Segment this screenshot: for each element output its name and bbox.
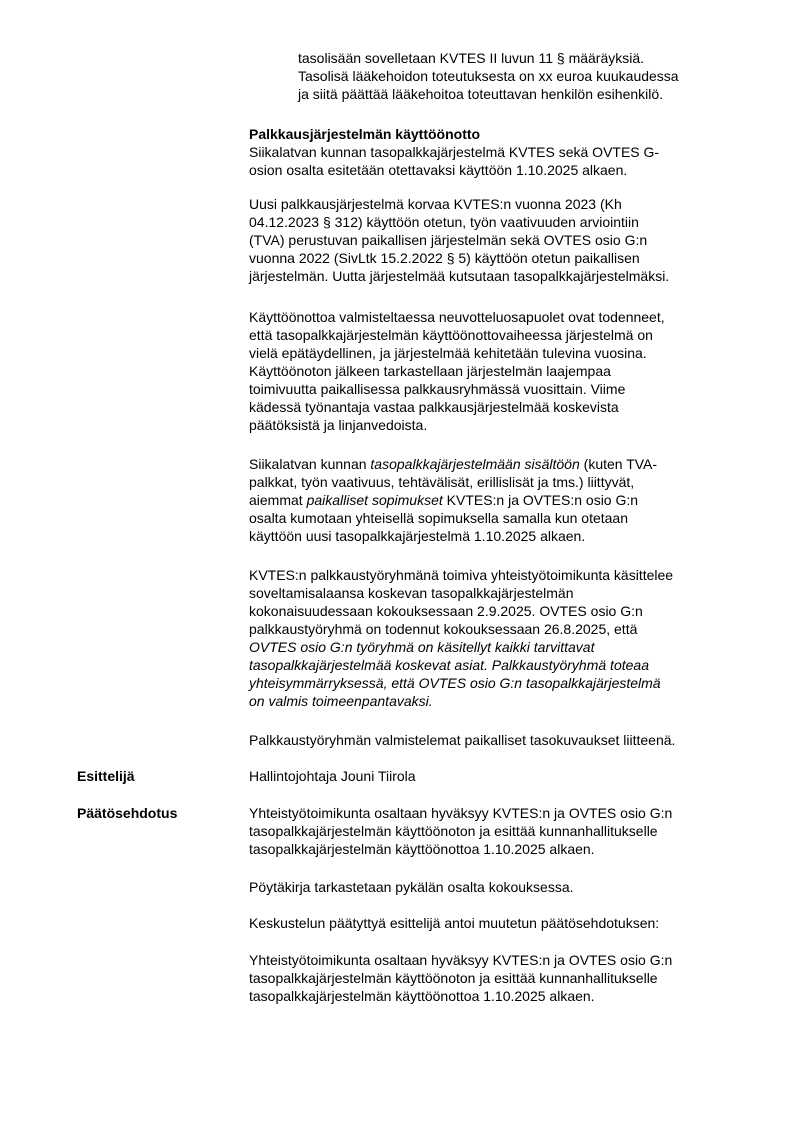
- italic-line: on valmis toimeenpantavaksi.: [249, 693, 433, 709]
- text-line: päätöksistä ja linjanvedoista.: [249, 417, 428, 433]
- changed-proposal-note: Keskustelun päätyttyä esittelijä antoi muutetun päätösehdotuksen:: [249, 915, 660, 931]
- text-line: Käyttöönottoa valmisteltaessa neuvotteluosapuolet ovat todenneet,: [249, 309, 665, 325]
- text-line: Yhteistyötoimikunta osaltaan hyväksyy KVTES:n ja OVTES osio G:n: [249, 952, 673, 968]
- text-line: vuonna 2022 (SivLtk 15.2.2022 § 5) käyttöön otetun paikallisen: [249, 250, 640, 266]
- paragraph-1: [249, 143, 749, 179]
- text-segment: Siikalatvan kunnan: [249, 456, 371, 472]
- text-line: Käyttöönoton jälkeen tarkastellaan järjestelmän laajempaa: [249, 363, 611, 379]
- text-line: (TVA) perustuvan paikallisen järjestelmän sekä OVTES osio G:n: [249, 232, 648, 248]
- italic-segment: tasopalkkajärjestelmään sisältöön: [370, 456, 580, 472]
- presenter-value: Hallintojohtaja Jouni Tiirola: [249, 768, 416, 784]
- text-line: KVTES:n palkkaustyöryhmänä toimiva yhteistyötoimikunta käsittelee: [249, 567, 674, 583]
- text-line: 04.12.2023 § 312) käyttöön otetun, työn vaativuuden arviointiin: [249, 214, 639, 230]
- review-note: Pöytäkirja tarkastetaan pykälän osalta kokouksessa.: [249, 879, 574, 895]
- section-heading: Palkkausjärjestelmän käyttöönotto: [249, 126, 481, 142]
- paragraph-4: [249, 455, 749, 545]
- text-line: osalta kumotaan yhteisellä sopimuksella samalla kun otetaan: [249, 510, 628, 526]
- italic-segment: paikalliset sopimukset: [306, 492, 443, 508]
- paragraph-5: [249, 566, 749, 710]
- text-segment: aiemmat: [249, 492, 307, 508]
- text-line: osion osalta esitetään otettavaksi käyttöön 1.10.2025 alkaen.: [249, 162, 628, 178]
- text-line: tasopalkkajärjestelmän käyttöönottoa 1.10.2025 alkaen.: [249, 988, 595, 1004]
- text-line: palkkaustyöryhmä on todennut kokouksessaan 26.8.2025, että: [249, 621, 638, 637]
- text-segment: KVTES:n ja OVTES:n osio G:n: [442, 492, 639, 508]
- text-line: Uusi palkkausjärjestelmä korvaa KVTES:n vuonna 2023 (Kh: [249, 196, 622, 212]
- text-line: Palkkaustyöryhmän valmistelemat paikalliset tasokuvaukset liitteenä.: [249, 732, 676, 748]
- intro-paragraph: [298, 49, 679, 103]
- paragraph-2: [249, 195, 749, 285]
- italic-line: OVTES osio G:n työryhmä on käsitellyt kaikki tarvittavat: [249, 639, 595, 655]
- paragraph-3: [249, 308, 749, 434]
- text-line: toimivuutta paikallisessa palkkausryhmässä vuosittain. Viime: [249, 381, 626, 397]
- text-line: tasolisään sovelletaan KVTES II luvun 11 § määräyksiä.: [298, 50, 645, 66]
- proposal-text: [249, 804, 749, 858]
- text-line: että tasopalkkajärjestelmän käyttöönottovaiheessa järjestelmä on: [249, 327, 653, 343]
- text-line: ja siitä päättää lääkehoitoa toteuttavan henkilön esihenkilö.: [298, 86, 664, 102]
- text-line: kädessä työnantaja vastaa palkkausjärjestelmää koskevista: [249, 399, 619, 415]
- text-line: kokonaisuudessaan kokouksessaan 2.9.2025. OVTES osio G:n: [249, 603, 643, 619]
- text-line: [249, 491, 749, 509]
- italic-line: tasopalkkajärjestelmää koskevat asiat. Palkkaustyöryhmä toteaa: [249, 657, 649, 673]
- final-decision: [249, 951, 749, 1005]
- text-line: järjestelmän. Uutta järjestelmää kutsutaan tasopalkkajärjestelmäksi.: [249, 268, 670, 284]
- text-line: Tasolisä lääkehoidon toteutuksesta on xx euroa kuukaudessa: [298, 68, 679, 84]
- text-segment: (kuten TVA-: [579, 456, 658, 472]
- text-line: Siikalatvan kunnan tasopalkkajärjestelmä KVTES sekä OVTES G-: [249, 144, 660, 160]
- text-line: tasopalkkajärjestelmän käyttöönoton ja esittää kunnanhallitukselle: [249, 970, 658, 986]
- presenter-label: Esittelijä: [77, 768, 135, 784]
- paragraph-6: [249, 731, 749, 749]
- text-line: palkkat, työn vaativuus, tehtävälisät, erillislisät ja tms.) liittyvät,: [249, 474, 635, 490]
- italic-line: yhteisymmärryksessä, että OVTES osio G:n tasopalkkajärjestelmä: [249, 675, 661, 691]
- proposal-label: Päätösehdotus: [77, 805, 178, 821]
- text-line: vielä epätäydellinen, ja järjestelmää kehitetään tulevina vuosina.: [249, 345, 647, 361]
- text-line: soveltamisalaansa koskevan tasopalkkajärjestelmän: [249, 585, 574, 601]
- text-line: Yhteistyötoimikunta osaltaan hyväksyy KVTES:n ja OVTES osio G:n: [249, 805, 673, 821]
- text-line: tasopalkkajärjestelmän käyttöönottoa 1.10.2025 alkaen.: [249, 841, 595, 857]
- text-line: käyttöön uusi tasopalkkajärjestelmä 1.10.2025 alkaen.: [249, 528, 586, 544]
- text-line: [249, 455, 749, 473]
- text-line: tasopalkkajärjestelmän käyttöönoton ja esittää kunnanhallitukselle: [249, 823, 658, 839]
